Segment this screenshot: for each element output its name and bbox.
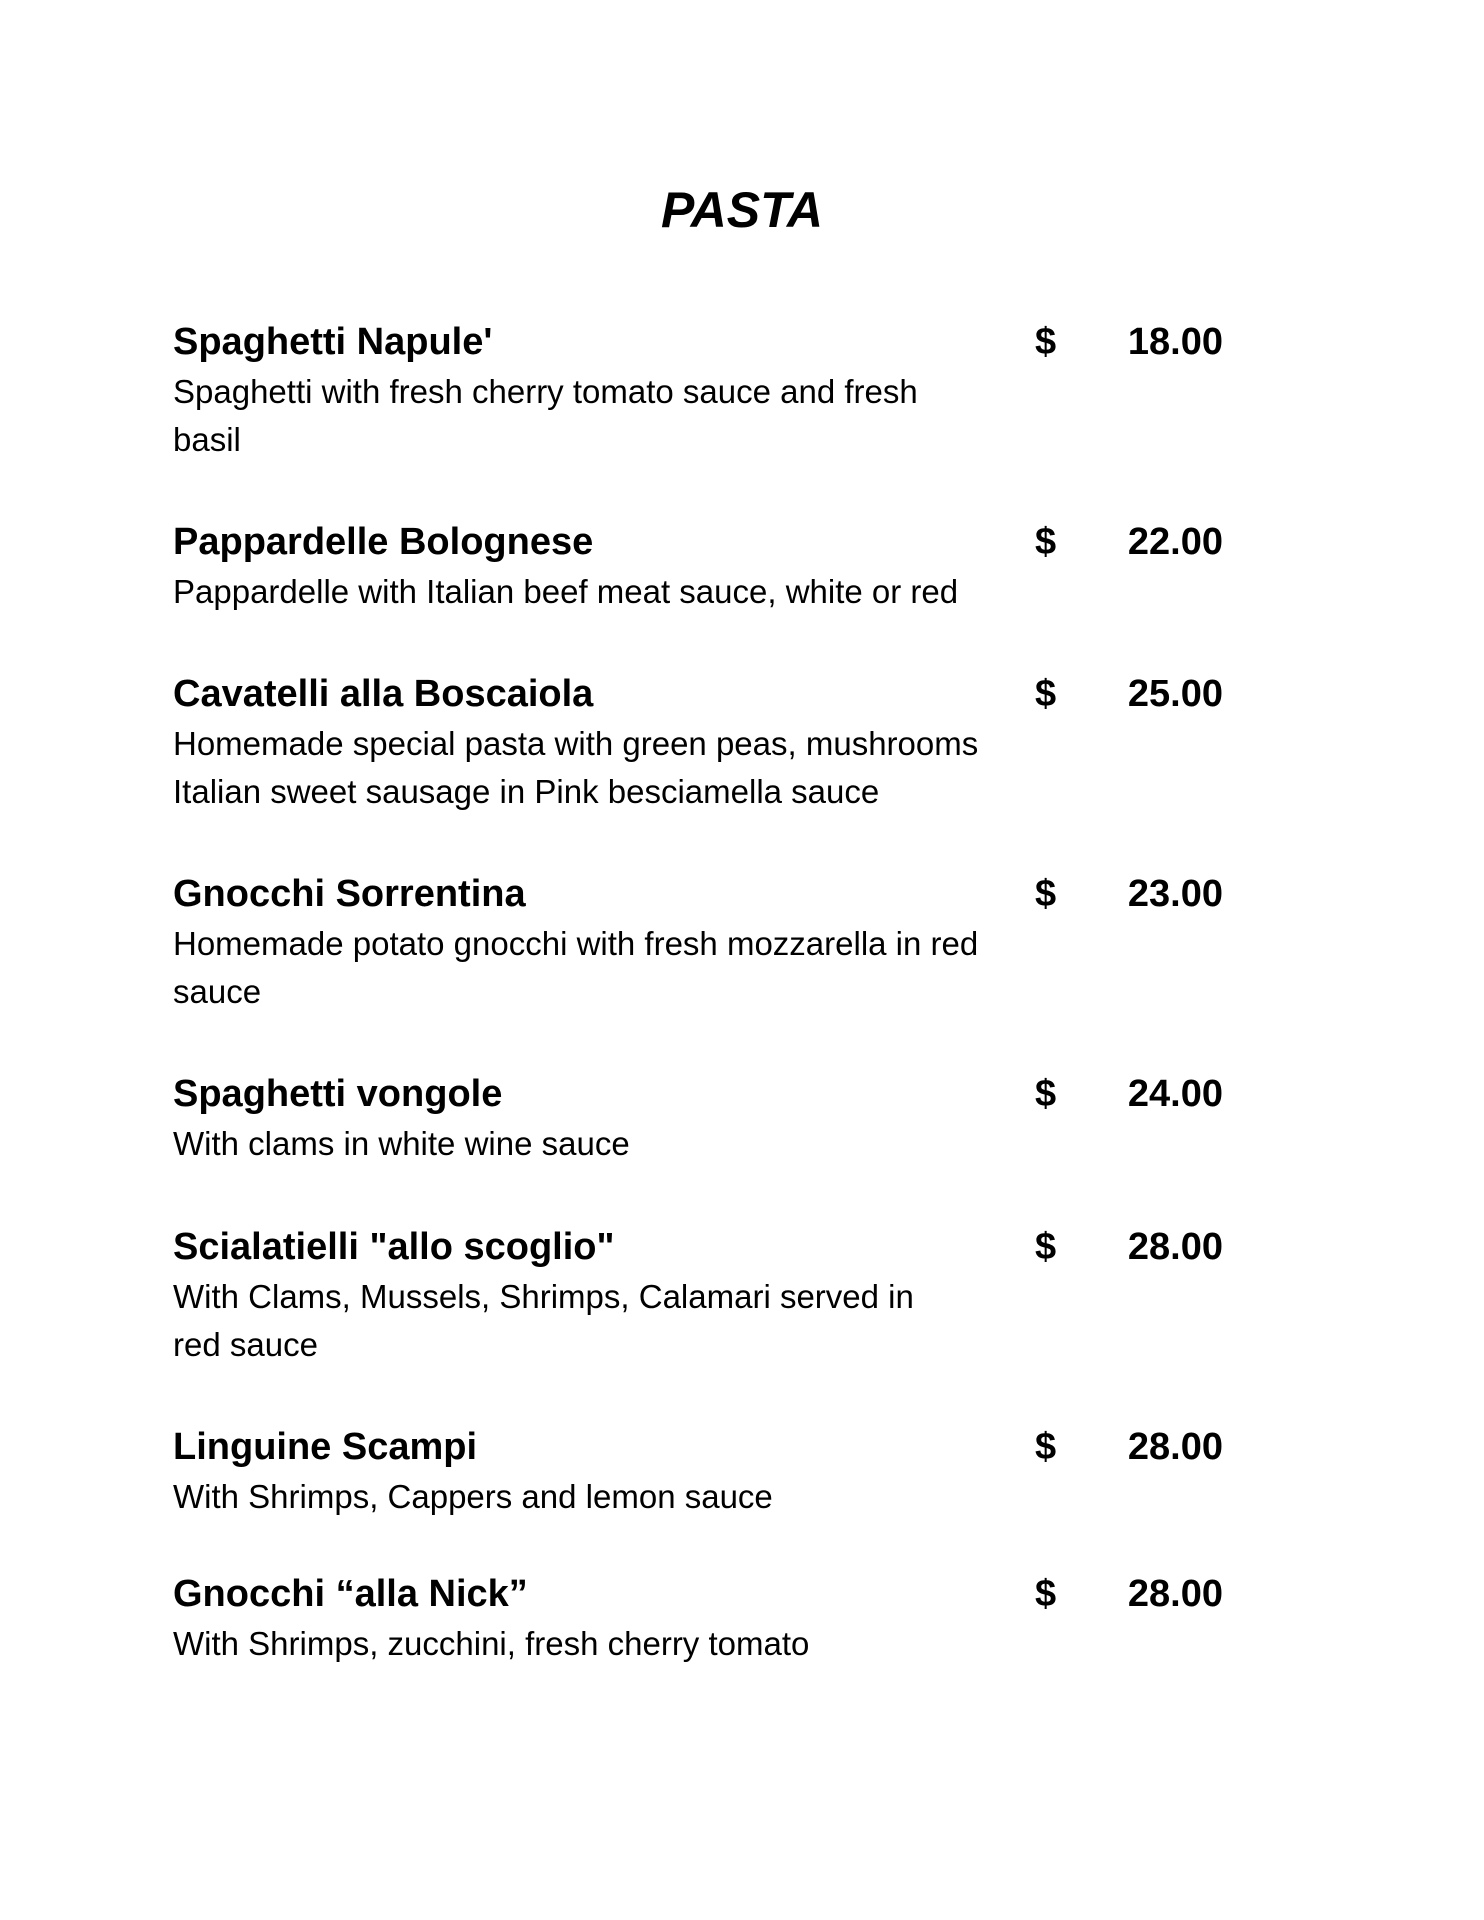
item-name: Linguine Scampi: [173, 1426, 478, 1468]
item-description: With Shrimps, zucchini, fresh cherry tomato: [173, 1625, 810, 1662]
item-price: 22.00: [1127, 521, 1223, 563]
item-currency: $: [1035, 1426, 1057, 1468]
item-description: Homemade potato gnocchi with fresh mozzarella in red sauce: [173, 925, 979, 1010]
item-name: Gnocchi “alla Nick”: [173, 1573, 528, 1615]
item-description: With clams in white wine sauce: [173, 1125, 630, 1162]
item-description: With Clams, Mussels, Shrimps, Calamari served in red sauce: [173, 1278, 914, 1363]
item-price: 24.00: [1127, 1073, 1223, 1115]
item-currency: $: [1035, 1573, 1057, 1615]
item-name: Gnocchi Sorrentina: [173, 873, 526, 915]
item-price: 23.00: [1127, 873, 1223, 915]
item-name: Spaghetti vongole: [173, 1073, 503, 1115]
item-name: Scialatielli "allo scoglio": [173, 1226, 615, 1268]
item-price: 18.00: [1127, 321, 1223, 363]
item-name: Pappardelle Bolognese: [173, 521, 594, 563]
menu-title: PASTA: [660, 182, 824, 238]
item-price: 28.00: [1127, 1573, 1223, 1615]
item-currency: $: [1035, 1073, 1057, 1115]
item-currency: $: [1035, 321, 1057, 363]
item-description: Pappardelle with Italian beef meat sauce, white or red: [173, 573, 959, 610]
item-description: Spaghetti with fresh cherry tomato sauce and fresh basil: [173, 373, 918, 458]
item-currency: $: [1035, 521, 1057, 563]
item-price: 28.00: [1127, 1226, 1223, 1268]
item-description: Homemade special pasta with green peas, mushrooms Italian sweet sausage in Pink besciamella sauce: [173, 725, 979, 810]
item-currency: $: [1035, 873, 1057, 915]
item-currency: $: [1035, 1226, 1057, 1268]
item-price: 28.00: [1127, 1426, 1223, 1468]
item-name: Spaghetti Napule': [173, 321, 493, 363]
item-currency: $: [1035, 673, 1057, 715]
item-price: 25.00: [1127, 673, 1223, 715]
item-name: Cavatelli alla Boscaiola: [173, 673, 594, 715]
item-description: With Shrimps, Cappers and lemon sauce: [173, 1478, 773, 1515]
